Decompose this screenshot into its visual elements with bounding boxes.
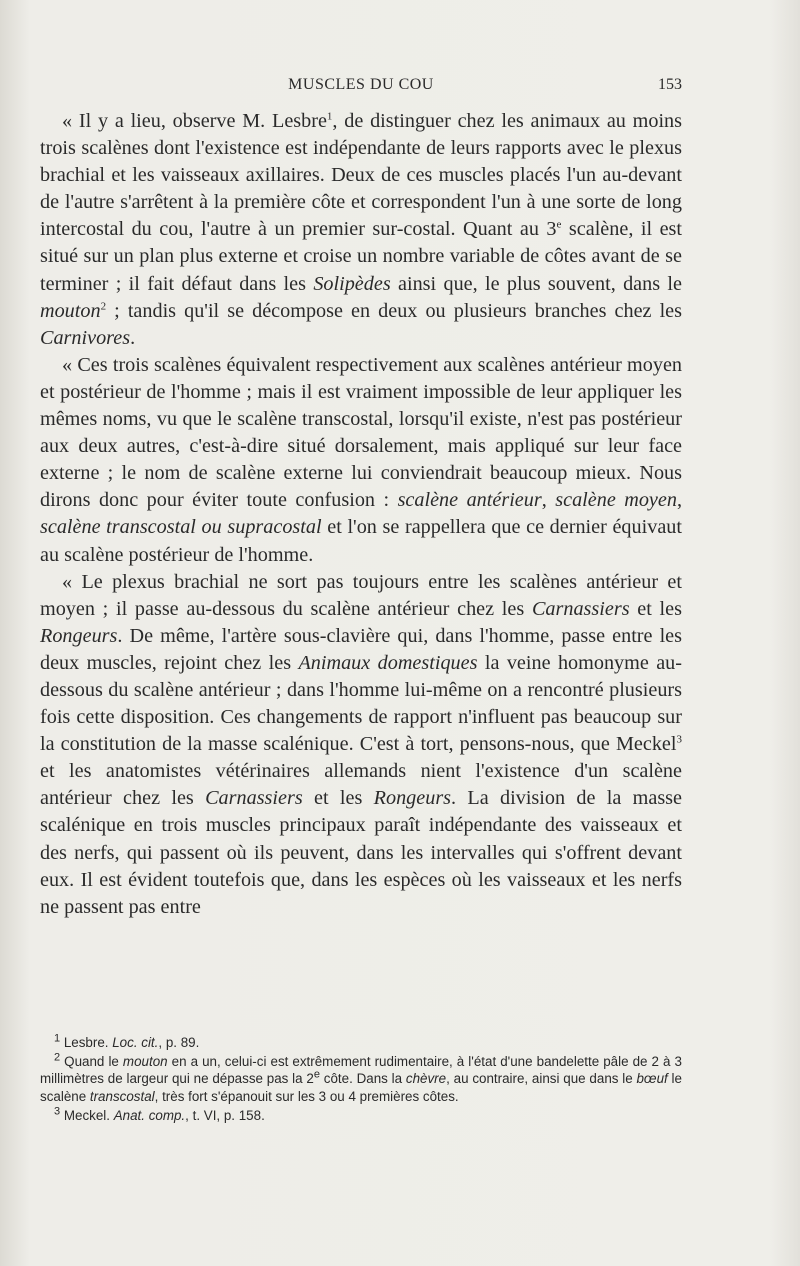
text-run: en a un, celui-ci est extrêmement rudimentaire, à l'état d'une bandelette pâle de 2 à 3 millimètres de largeur qui ne dépasse pas la 2 bbox=[40, 1054, 682, 1087]
text-run: côte. Dans la bbox=[319, 1071, 406, 1087]
italic-term: scalène antérieur bbox=[397, 489, 542, 512]
italic-term: Solipèdes bbox=[313, 272, 391, 295]
text-run: « Il y a lieu, observe M. Lesbre bbox=[62, 110, 327, 132]
footnote-number: 1 bbox=[54, 1032, 61, 1045]
footnotes bbox=[40, 1034, 682, 1126]
footnote-number: 3 bbox=[54, 1105, 61, 1118]
main-text bbox=[40, 108, 682, 921]
italic-term: Rongeurs bbox=[40, 624, 118, 647]
page-header bbox=[40, 74, 682, 98]
superscript: e bbox=[313, 1068, 320, 1081]
running-title: MUSCLES DU COU bbox=[288, 76, 434, 93]
italic-term: chèvre bbox=[405, 1071, 447, 1087]
italic-term: transcostal bbox=[89, 1088, 155, 1104]
italic-term: Carnassiers bbox=[205, 787, 303, 810]
text-run: ; tandis qu'il se décompose en deux ou plusieurs branches chez les bbox=[106, 299, 682, 322]
italic-term: mouton bbox=[122, 1054, 168, 1070]
text-run: , bbox=[541, 489, 556, 512]
footnote-3 bbox=[40, 1107, 682, 1124]
text-run: « Ces trois scalènes équivalent respectivement aux scalènes antérieur moyen et postérieur de l'homme ; mais il est vraiment impossible de leur appliquer les mêmes noms, vu que le scalène transcostal, lorsqu'il existe, n'est pas postérieur aux deux autres, c'est-à-dire situé dorsalement, mais appliqué sur leur face externe ; le nom de scalène externe lui conviendrait beaucoup mieux. Nous dirons donc pour éviter toute confusion : bbox=[40, 353, 682, 512]
italic-term: Carnivores bbox=[40, 326, 131, 349]
text-run: , bbox=[676, 489, 682, 512]
text-run: et les bbox=[302, 787, 374, 810]
text-run: Meckel. bbox=[60, 1107, 114, 1123]
text-run: le scalène bbox=[40, 1071, 682, 1104]
text-run: Lesbre. bbox=[60, 1035, 113, 1050]
italic-term: scalène moyen bbox=[555, 489, 677, 512]
paragraph-plexus bbox=[40, 569, 682, 921]
text-run: . La division de la masse scalénique en trois muscles principaux paraît indépendante des vaisseaux et des nerfs, qui passent où ils peuvent, dans les intervalles qui s'offrent devant eux. Il est évident toutefois que, dans les espèces où les vaisseaux et les nerfs ne passent pas entre bbox=[40, 787, 682, 918]
footnote-ref: 3 bbox=[676, 733, 682, 746]
italic-term: Rongeurs bbox=[373, 787, 452, 810]
text-run: , très fort s'épanouit sur les 3 ou 4 premières côtes. bbox=[154, 1088, 459, 1104]
footnote-ref: 1 bbox=[326, 110, 333, 123]
footnote-number: 2 bbox=[54, 1051, 61, 1064]
italic-term: mouton bbox=[40, 299, 101, 322]
text-run: et les anatomistes vétérinaires allemands nient l'existence d'un scalène antérieur chez les bbox=[40, 760, 682, 810]
italic-term: bœuf bbox=[636, 1071, 668, 1087]
text-run: et les bbox=[629, 597, 682, 620]
italic-term: Carnassiers bbox=[531, 597, 630, 620]
text-run: scalène, il est situé sur un plan plus externe et croise un nombre variable de côtes avant de se terminer ; il fait défaut dans les bbox=[40, 218, 682, 295]
text-run: . bbox=[130, 326, 136, 349]
text-run: et l'on se rappellera que ce dernier équivaut au scalène postérieur de l'homme. bbox=[40, 516, 682, 566]
italic-term: Anat. comp. bbox=[113, 1107, 186, 1123]
footnote-1 bbox=[40, 1034, 682, 1051]
italic-term: Animaux domestiques bbox=[298, 651, 478, 674]
paragraph-scalenes bbox=[40, 352, 682, 569]
page-number: 153 bbox=[658, 76, 682, 93]
text-run: « Le plexus brachial ne sort pas toujours entre les scalènes antérieur et moyen ; il passe au-dessous du scalène antérieur chez les bbox=[40, 570, 682, 620]
text-run: , de distinguer chez les animaux au moins trois scalènes dont l'existence est indépendante de leurs rapports avec le plexus brachial et les vaisseaux axillaires. Deux de ces muscles placés l'un au-devant de l'autre s'arrêtent à la première côte et correspondent l'un à une sorte de long intercostal du cou, l'autre à un premier sur-costal. Quant au 3 bbox=[40, 110, 682, 241]
text-run: la veine homonyme au-dessous du scalène antérieur ; dans l'homme lui-même on a rencontré plusieurs fois cette disposition. Ces changements de rapport n'influent pas beaucoup sur la constitution de la masse scalénique. C'est à tort, pensons-nous, que Meckel bbox=[40, 651, 682, 756]
text-run: , p. 89. bbox=[158, 1035, 200, 1050]
superscript: e bbox=[556, 218, 562, 231]
text-run: , au contraire, ainsi que dans le bbox=[446, 1071, 637, 1087]
text-run: . De même, l'artère sous-clavière qui, dans l'homme, passe entre les deux muscles, rejoint chez les bbox=[40, 624, 682, 674]
footnote-ref: 2 bbox=[100, 299, 107, 312]
text-run: ainsi que, le plus souvent, dans le bbox=[390, 272, 682, 295]
italic-term: Loc. cit. bbox=[112, 1035, 159, 1050]
italic-term: scalène transcostal ou supracostal bbox=[40, 516, 322, 539]
text-run: Quand le bbox=[60, 1054, 123, 1070]
text-run: , t. VI, p. 158. bbox=[185, 1107, 265, 1123]
footnote-2 bbox=[40, 1053, 682, 1105]
paragraph-lesbre bbox=[40, 108, 682, 352]
